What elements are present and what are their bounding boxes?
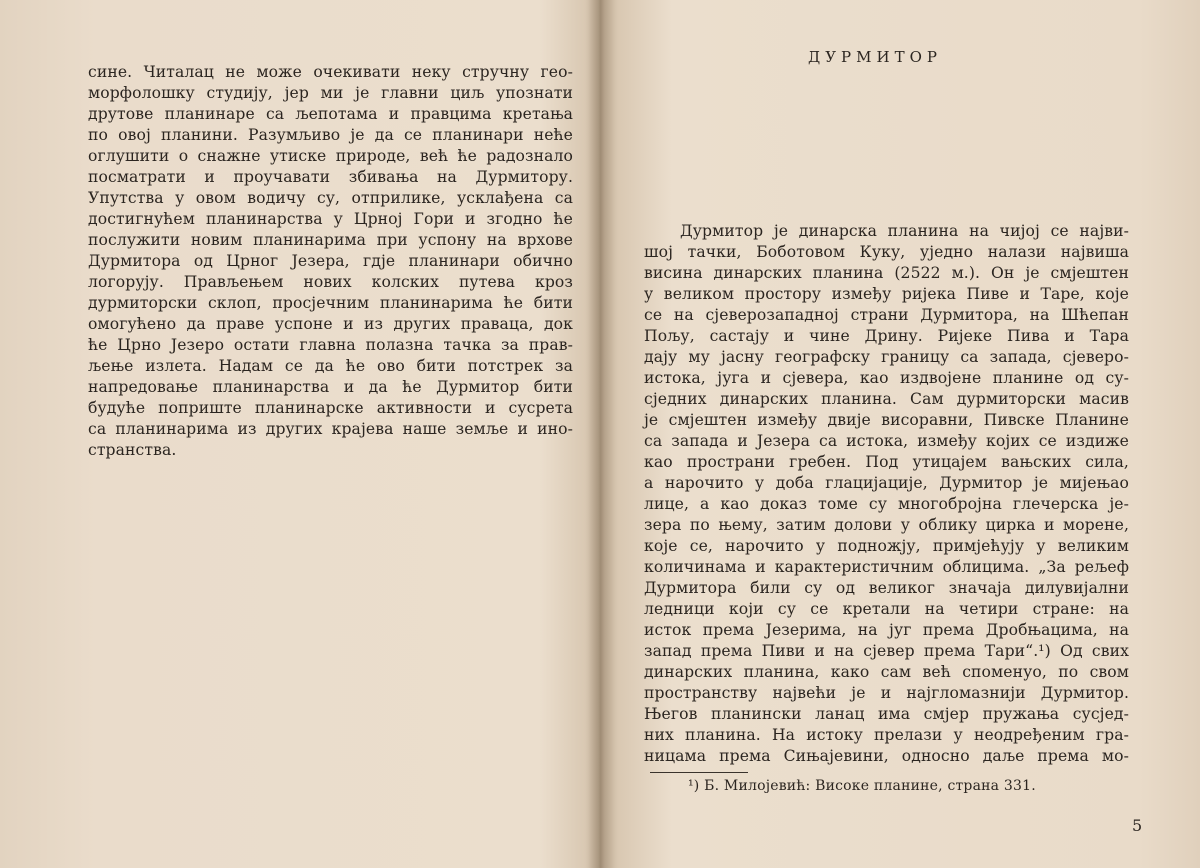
text-line: а нарочито у доба глацијације, Дурмитор је мијењао — [644, 474, 1129, 492]
text-line: будуће поприште планинарске активности и сусрета — [88, 399, 573, 417]
text-line: дурмиторски склоп, просјечним планинарима ће бити — [88, 294, 573, 312]
text-line: шој тачки, Боботовом Куку, уједно налази највиша — [644, 243, 1129, 261]
text-line: љење излета. Надам се да ће ово бити потстрек за — [88, 357, 573, 375]
text-line: истока, југа и сјевера, као издвојене планине од су- — [644, 369, 1129, 387]
page-heading: ДУРМИТОР — [808, 48, 942, 66]
text-line: ледници који су се кретали на четири стране: на — [644, 600, 1129, 618]
text-line: висина динарских планина (2522 м.). Он је смјештен — [644, 264, 1129, 282]
text-line: запад према Пиви и на сјевер према Тари“.¹) Од свих — [644, 642, 1129, 660]
text-line: послужити новим планинарима при успону на врхове — [88, 231, 573, 249]
text-line: зера по њему, затим долови у облику цирка и морене, — [644, 516, 1129, 534]
page-number: 5 — [1132, 816, 1143, 835]
text-line: са запада и Језера са истока, између којих се издиже — [644, 432, 1129, 450]
text-line: количинама и карактеристичним облицима. „За рељеф — [644, 558, 1129, 576]
text-line: је смјештен између двије висоравни, Пивске Планине — [644, 411, 1129, 429]
text-line: које се, нарочито у подножју, примјећују у великим — [644, 537, 1129, 555]
text-line: логорују. Прављењем нових колских путева кроз — [88, 273, 573, 291]
text-line: са планинарима из других крајева наше земље и ино- — [88, 420, 573, 438]
text-line: Пољу, састају и чине Дрину. Ријеке Пива и Тара — [644, 327, 1129, 345]
text-line: дају му јасну географску границу са запада, сјеверо- — [644, 348, 1129, 366]
footnote-divider — [650, 772, 748, 773]
text-line: исток према Језерима, на југ према Дробњацима, на — [644, 621, 1129, 639]
text-line: Дурмитор је динарска планина на чијој се најви- — [680, 222, 1129, 240]
text-line: лице, а као доказ томе су многобројна глечерска је- — [644, 495, 1129, 513]
text-line: по овој планини. Разумљиво је да се планинари неће — [88, 126, 573, 144]
text-line: динарских планина, како сам већ споменуо, по свом — [644, 663, 1129, 681]
book-gutter — [585, 0, 615, 868]
footnote: ¹) Б. Милојевић: Високе планине, страна 331. — [688, 778, 1036, 794]
text-line: омогућено да праве успоне и из других праваца, док — [88, 315, 573, 333]
text-line: напредовање планинарства и да ће Дурмитор бити — [88, 378, 573, 396]
text-line: друтове планинаре са љепотама и правцима кретања — [88, 105, 573, 123]
text-line: странства. — [88, 441, 177, 459]
text-line: се на сјеверозападној страни Дурмитора, на Шћепан — [644, 306, 1129, 324]
text-line: пространству највећи је и најгломазнији Дурмитор. — [644, 684, 1129, 702]
right-page-text — [644, 221, 1129, 767]
text-line: ницама према Сињајевини, односно даље према мо- — [644, 747, 1129, 765]
text-line: Његов планински ланац има смјер пружања сусјед- — [644, 705, 1129, 723]
text-line: Дурмитора били су од великог значаја дилувијални — [644, 579, 1129, 597]
text-line: морфолошку студију, јер ми је главни циљ упознати — [88, 84, 573, 102]
text-line: Упутства у овом водичу су, отприлике, усклађена са — [88, 189, 573, 207]
text-line: достигнућем планинарства у Црној Гори и згодно ће — [88, 210, 573, 228]
text-line: сине. Читалац не може очекивати неку стручну гео- — [88, 63, 573, 81]
text-line: посматрати и проучавати збивања на Дурмитору. — [88, 168, 573, 186]
left-page-text — [88, 62, 573, 461]
text-line: оглушити о снажне утиске природе, већ ће радознало — [88, 147, 573, 165]
text-line: у великом простору између ријека Пиве и Таре, које — [644, 285, 1129, 303]
text-line: Дурмитора од Црног Језера, гдје планинари обично — [88, 252, 573, 270]
text-line: них планина. На истоку прелази у неодређеним гра- — [644, 726, 1129, 744]
text-line: као пространи гребен. Под утицајем вањских сила, — [644, 453, 1129, 471]
text-line: ће Црно Језеро остати главна полазна тачка за прав- — [88, 336, 573, 354]
text-line: сједних динарских планина. Сам дурмиторски масив — [644, 390, 1129, 408]
